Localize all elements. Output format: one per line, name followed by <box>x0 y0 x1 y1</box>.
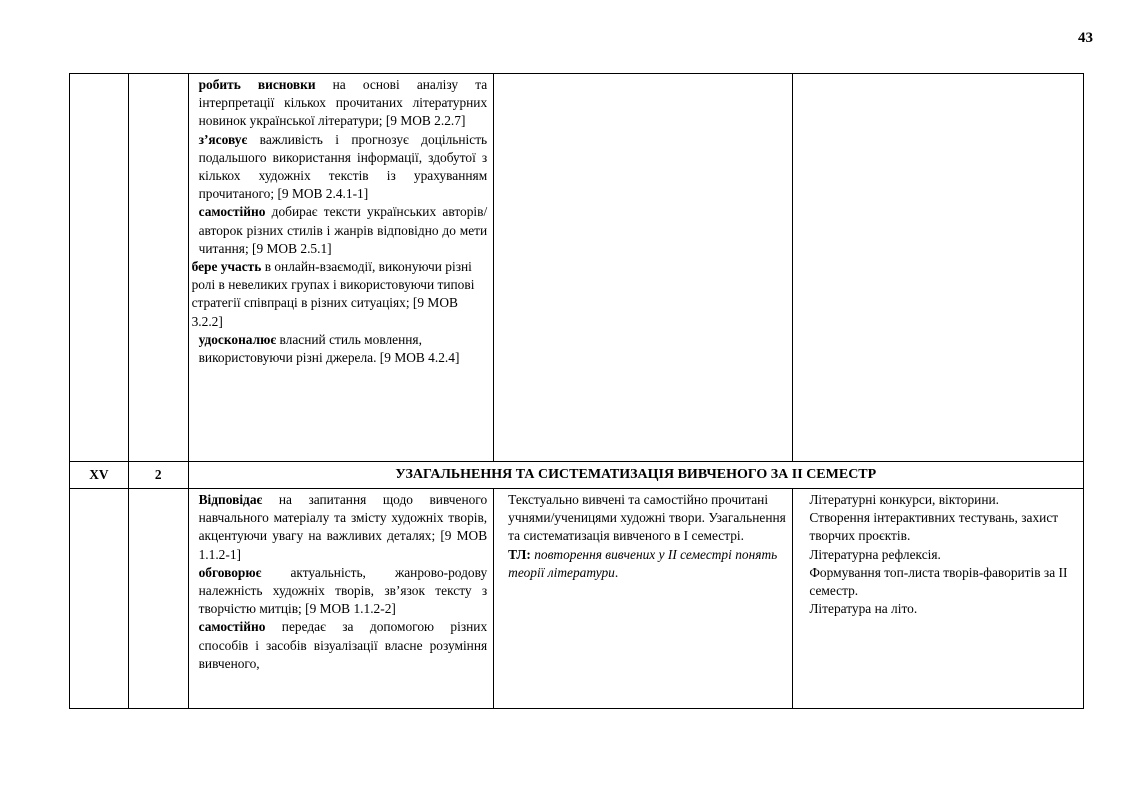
result-item: бере участь в онлайн-взаємодії, виконуючи різні ролі в невеликих групах і використовуючи типові стратегії співпраці в різних ситуаціях; [9 МОВ 3.2.2] <box>191 259 475 329</box>
activity-item: Літературна рефлексія. <box>809 546 941 562</box>
content-tl: ТЛ: повторення вивчених у ІІ семестрі понять теорії літератури. <box>508 546 778 580</box>
result-item: удосконалює власний стиль мовлення, використовуючи різні джерела. [9 МОВ 4.2.4] <box>198 331 460 366</box>
hours-cell <box>128 489 188 709</box>
activities-cell <box>793 489 1084 709</box>
content-cell <box>494 489 793 709</box>
page-number: 43 <box>1078 30 1093 46</box>
table-row <box>70 489 1084 709</box>
result-item: з’ясовує важливість і прогнозує доцільність подальшого використання інформації, здобутої з кількох художніх текстів із урахуванням прочитаного; [9 МОВ 2.4.1-1] <box>198 131 488 202</box>
lesson-number-cell <box>70 489 129 709</box>
activity-item: Література на літо. <box>809 601 918 617</box>
lesson-number-cell <box>70 74 129 462</box>
table-row <box>70 74 1084 462</box>
result-item: Відповідає на запитання щодо вивченого навчального матеріалу та змісту художніх творів, акцентуючи увагу на важливих деталях; [9 МОВ 1.1.2-1] <box>198 492 488 562</box>
activity-item: Створення інтерактивних тестувань, захист творчих проєктів. <box>809 510 1059 544</box>
result-item: самостійно передає за допомогою різних способів і засобів візуалізації власне розуміння вивченого, <box>198 619 488 671</box>
content-cell <box>494 74 793 462</box>
section-header-row <box>70 462 1084 489</box>
hours-cell <box>128 74 188 462</box>
curriculum-table <box>69 73 1084 709</box>
activity-item: Літературні конкурси, вікторини. <box>809 492 1000 507</box>
section-title: УЗАГАЛЬНЕННЯ ТА СИСТЕМАТИЗАЦІЯ ВИВЧЕНОГО ЗА ІІ СЕМЕСТР <box>188 462 1083 489</box>
activity-item: Формування топ-листа творів-фаворитів за ІІ семестр. <box>809 564 1068 599</box>
section-hours: 2 <box>128 462 188 489</box>
result-item: самостійно добирає тексти українських авторів/авторок різних стилів і жанрів відповідно до мети читання; [9 МОВ 2.5.1] <box>198 204 488 256</box>
results-cell <box>188 74 494 462</box>
result-item: робить висновки на основі аналізу та інтерпретації кількох прочитаних літературних новинок української літератури; [9 МОВ 2.2.7] <box>198 77 488 129</box>
results-cell <box>188 489 494 709</box>
result-item: обговорює актуальність, жанрово-родову належність художніх творів, зв’язок тексту з творчістю митців; [9 МОВ 1.1.2-2] <box>198 564 488 617</box>
activities-cell <box>793 74 1084 462</box>
content-text: Текстуально вивчені та самостійно прочитані учнями/ученицями художні твори. Узагальнення та систематизація вивченого в І семестрі. <box>508 492 786 544</box>
section-number: XV <box>70 462 129 489</box>
